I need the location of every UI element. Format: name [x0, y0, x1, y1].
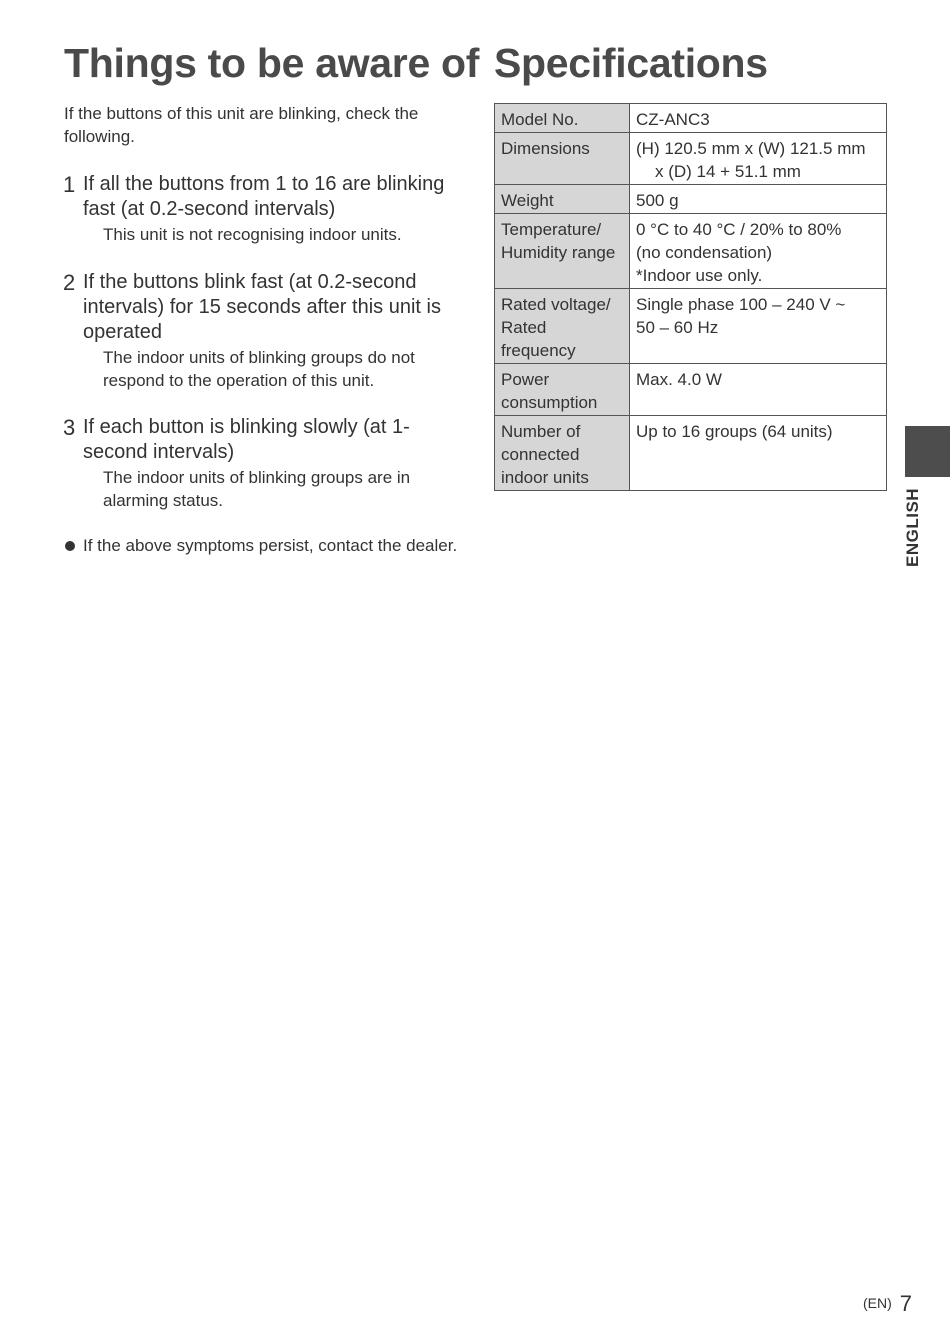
spec-value — [630, 214, 887, 289]
table-row — [495, 214, 887, 289]
item-heading: If each button is blinking slowly (at 1-second intervals) — [83, 416, 410, 463]
specifications-section — [494, 38, 887, 491]
dealer-note — [64, 534, 464, 557]
specifications-table — [494, 103, 887, 491]
spec-label — [495, 364, 630, 416]
item-description: The indoor units of blinking groups are in alarming status. — [103, 468, 411, 510]
spec-value-text: 50 – 60 Hz — [636, 318, 719, 337]
table-row — [495, 289, 887, 364]
spec-value — [630, 185, 887, 214]
page-footer — [863, 1291, 912, 1317]
page-number: 7 — [899, 1291, 912, 1316]
item-number: 1 — [63, 172, 76, 197]
specifications-heading: Specifications — [494, 40, 768, 86]
spec-value-text: Max. 4.0 W — [636, 370, 722, 389]
table-row — [495, 364, 887, 416]
aware-intro: If the buttons of this unit are blinking, check the following. — [64, 104, 419, 146]
spec-label-text: Dimensions — [501, 139, 590, 158]
spec-label-text: connected — [501, 445, 580, 464]
spec-value-text: x (D) 14 + 51.1 mm — [655, 162, 801, 181]
spec-value — [630, 289, 887, 364]
aware-section — [63, 38, 480, 557]
list-item — [64, 270, 464, 392]
spec-label — [495, 133, 630, 185]
spec-value-text: 0 °C to 40 °C / 20% to 80% — [636, 220, 842, 239]
spec-label-text: indoor units — [501, 468, 589, 487]
spec-value — [630, 364, 887, 416]
item-description: This unit is not recognising indoor units. — [103, 225, 402, 244]
spec-value-text: 500 g — [636, 191, 679, 210]
spec-label-text: consumption — [501, 393, 598, 412]
spec-label-text: Rated voltage/ — [501, 295, 611, 314]
spec-label — [495, 289, 630, 364]
spec-value-text: Up to 16 groups (64 units) — [636, 422, 833, 441]
list-item — [64, 172, 464, 246]
spec-value-text: CZ-ANC3 — [636, 110, 710, 129]
spec-label-text: Weight — [501, 191, 554, 210]
spec-value — [630, 133, 887, 185]
spec-label — [495, 185, 630, 214]
spec-label — [495, 416, 630, 491]
spec-label-text: Humidity range — [501, 243, 616, 262]
bullet-icon — [65, 541, 75, 551]
item-number: 3 — [63, 415, 76, 440]
item-number: 2 — [63, 270, 76, 295]
language-tab — [905, 426, 950, 477]
language-label: ENGLISH — [903, 487, 922, 567]
item-heading: If the buttons blink fast (at 0.2-second intervals) for 15 seconds after this unit is operated — [83, 271, 441, 343]
table-row — [495, 416, 887, 491]
table-row — [495, 185, 887, 214]
spec-label — [495, 104, 630, 133]
language-code: (EN) — [862, 1295, 892, 1311]
dealer-note-text: If the above symptoms persist, contact the dealer. — [83, 536, 458, 555]
spec-label — [495, 214, 630, 289]
spec-value — [630, 416, 887, 491]
table-row — [495, 133, 887, 185]
spec-value-text: *Indoor use only. — [636, 266, 763, 285]
list-item — [64, 415, 464, 512]
spec-value-text: Single phase 100 – 240 V ~ — [636, 295, 846, 314]
spec-label-text: Rated frequency — [501, 318, 576, 360]
spec-value-text: (H) 120.5 mm x (W) 121.5 mm — [636, 139, 866, 158]
item-heading: If all the buttons from 1 to 16 are blinking fast (at 0.2-second intervals) — [83, 173, 445, 220]
table-row — [495, 104, 887, 133]
spec-label-text: Number of — [501, 422, 581, 441]
aware-heading: Things to be aware of — [64, 40, 480, 86]
item-description: The indoor units of blinking groups do not respond to the operation of this unit. — [103, 348, 415, 390]
spec-value — [630, 104, 887, 133]
spec-value-text: (no condensation) — [636, 243, 773, 262]
spec-label-text: Model No. — [501, 110, 579, 129]
spec-label-text: Temperature/ — [501, 220, 602, 239]
spec-label-text: Power — [501, 370, 550, 389]
